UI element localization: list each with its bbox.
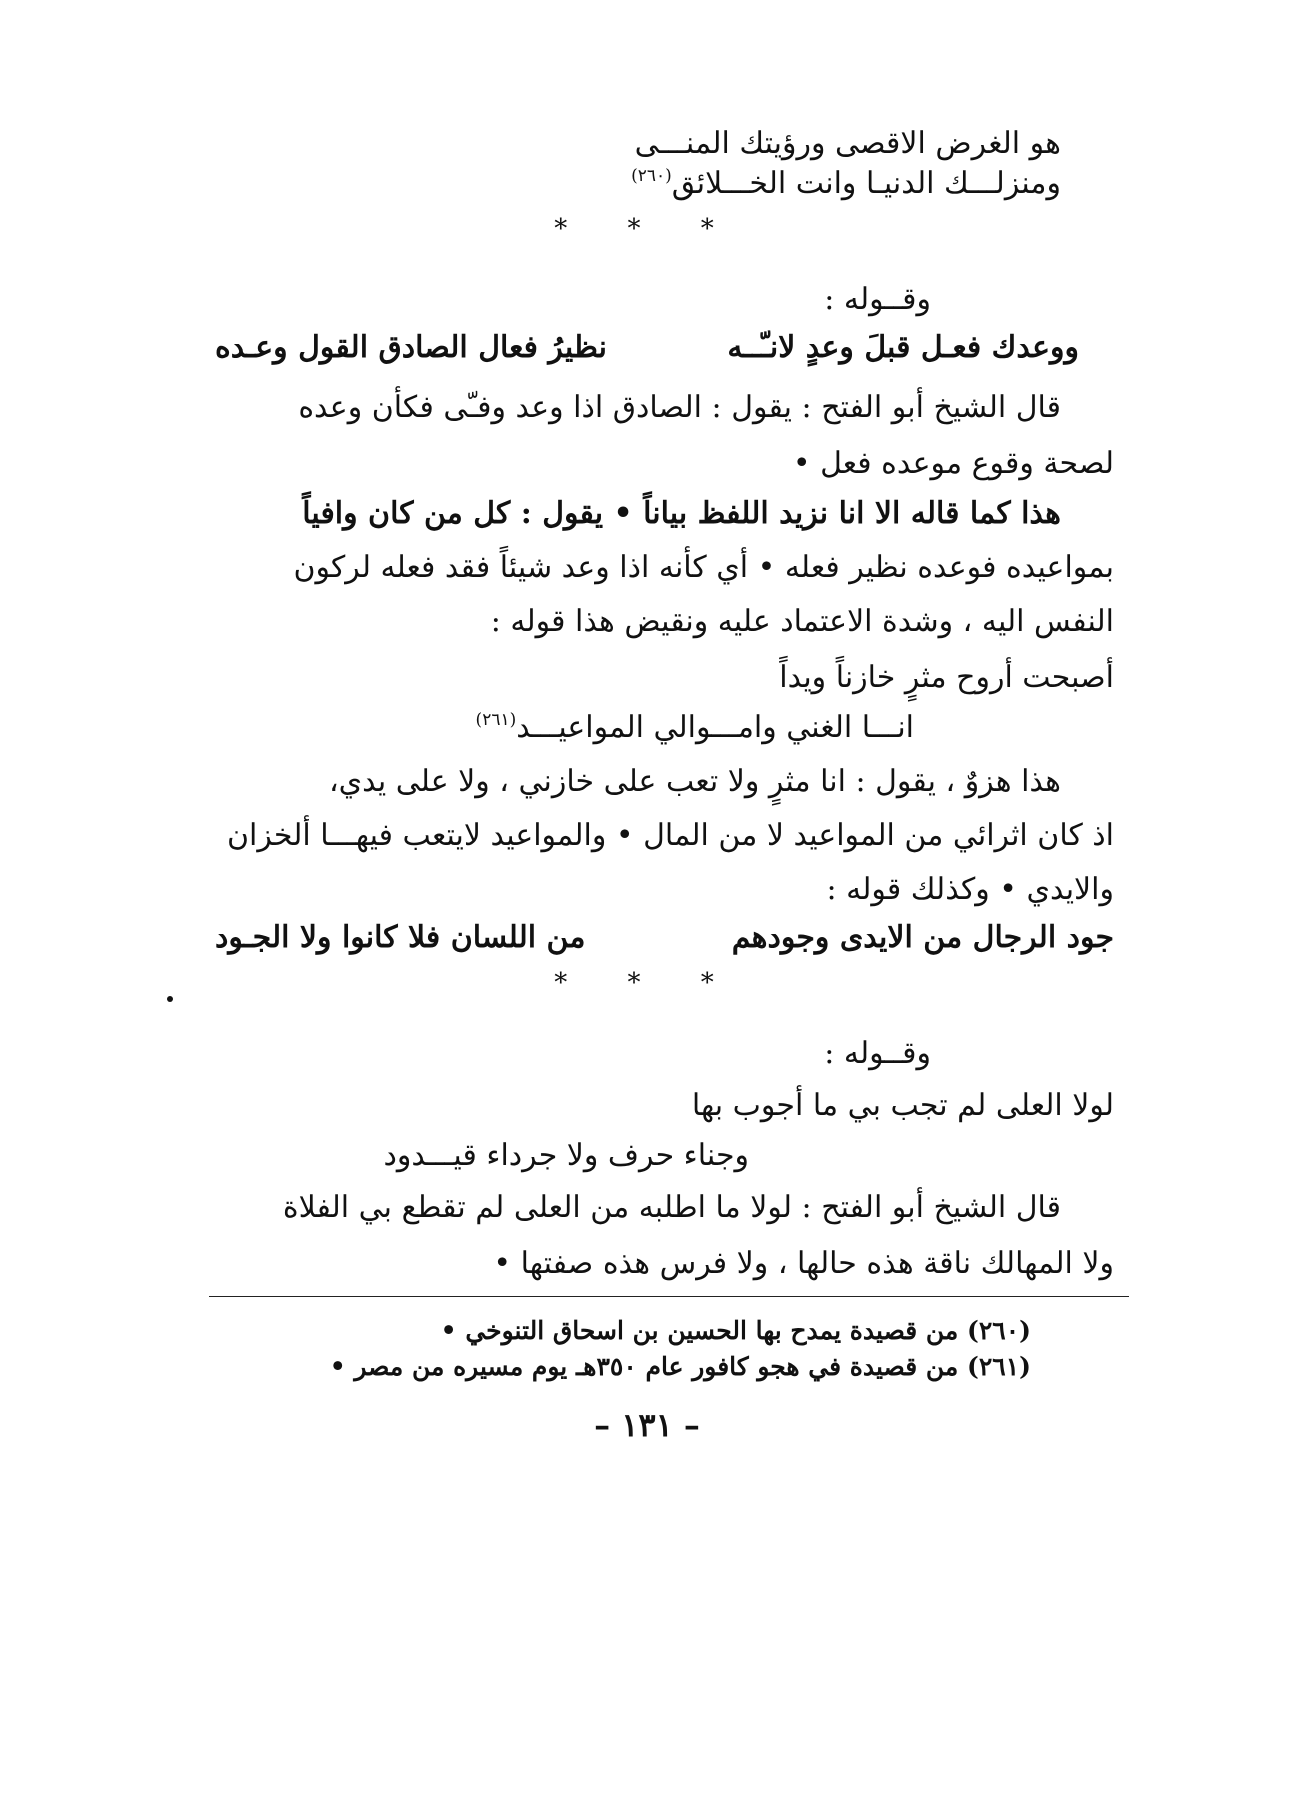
section-separator-stars: * * * [554,214,740,244]
stray-dot [167,996,173,1002]
section-separator-stars-2: * * * [554,968,740,998]
commentary-line-7: اذ كان اثرائي من المواعيد لا من المال • والمواعيد لايتعب فيهـــا ألخزان [226,818,1114,853]
page-number: – ١٣١ – [594,1406,700,1444]
commentary-line-8: والايدي • وكذلك قوله : [826,872,1114,907]
verse-first-hemistich: ووعدك فعـل قبلَ وعدٍ لانـّــه [727,330,1079,365]
verse-line-2 [631,164,1061,204]
verse-line-3: أصبحت أروح مثرٍ خازناً ويداً [779,660,1114,695]
quoted-verse-second-hemistich: من اللسان فلا كانوا ولا الجـود [215,920,586,955]
verse-line-5: لولا العلى لم تجب بي ما أجوب بها [691,1088,1114,1123]
commentary-line-3: هذا كما قاله الا انا نزيد اللفظ بياناً • يقول : كل من كان وافياً [302,496,1061,531]
section-heading-qawluh: وقــوله : [824,282,931,317]
verse-line-6: وجناء حرف ولا جرداء قيـــدود [383,1138,749,1173]
commentary-line-9: قال الشيخ أبو الفتح : لولا ما اطلبه من العلى لم تقطع بي الفلاة [282,1190,1061,1225]
footnote-260: (٢٦٠) من قصيدة يمدح بها الحسين بن اسحاق التنوخي • [440,1316,1031,1345]
verse-line-4-text: انـــا الغني وامـــوالي المواعيـــد [516,710,914,745]
commentary-line-2: لصحة وقوع موعده فعل • [792,446,1114,481]
verse-line-2-text: ومنزلـــك الدنيـا وانت الخـــلائق [671,166,1061,201]
verse-line-4 [476,708,914,748]
footnote-separator [209,1296,1129,1297]
footnote-ref-261: (٢٦١) [475,710,517,730]
quoted-verse-first-hemistich: جود الرجال من الايدى وجودهم [731,920,1114,955]
commentary-line-1: قال الشيخ أبو الفتح : يقول : الصادق اذا وعد وفـّى فكأن وعده [298,390,1061,425]
commentary-line-6: هذا هزوٌ ، يقول : انا مثرٍ ولا تعب على خازني ، ولا على يدي، [329,764,1061,799]
section-heading-qawluh-2: وقــوله : [824,1036,931,1071]
verse-second-hemistich: نظيرُ فعال الصادق القول وعـده [215,330,607,365]
commentary-line-4: بمواعيده فوعده نظير فعله • أي كأنه اذا وعد شيئاً فقد فعله لركون [293,550,1114,585]
commentary-line-5: النفس اليه ، وشدة الاعتماد عليه ونقيض هذا قوله : [490,604,1114,639]
commentary-line-10: ولا المهالك ناقة هذه حالها ، ولا فرس هذه صفتها • [493,1246,1114,1281]
verse-line-1: هو الغرض الاقصى ورؤيتك المنـــى [634,126,1061,161]
footnote-261: (٢٦١) من قصيدة في هجو كافور عام ٣٥٠هـ يوم مسيره من مصر • [329,1352,1031,1381]
footnote-ref-260: (٢٦٠) [631,166,672,186]
